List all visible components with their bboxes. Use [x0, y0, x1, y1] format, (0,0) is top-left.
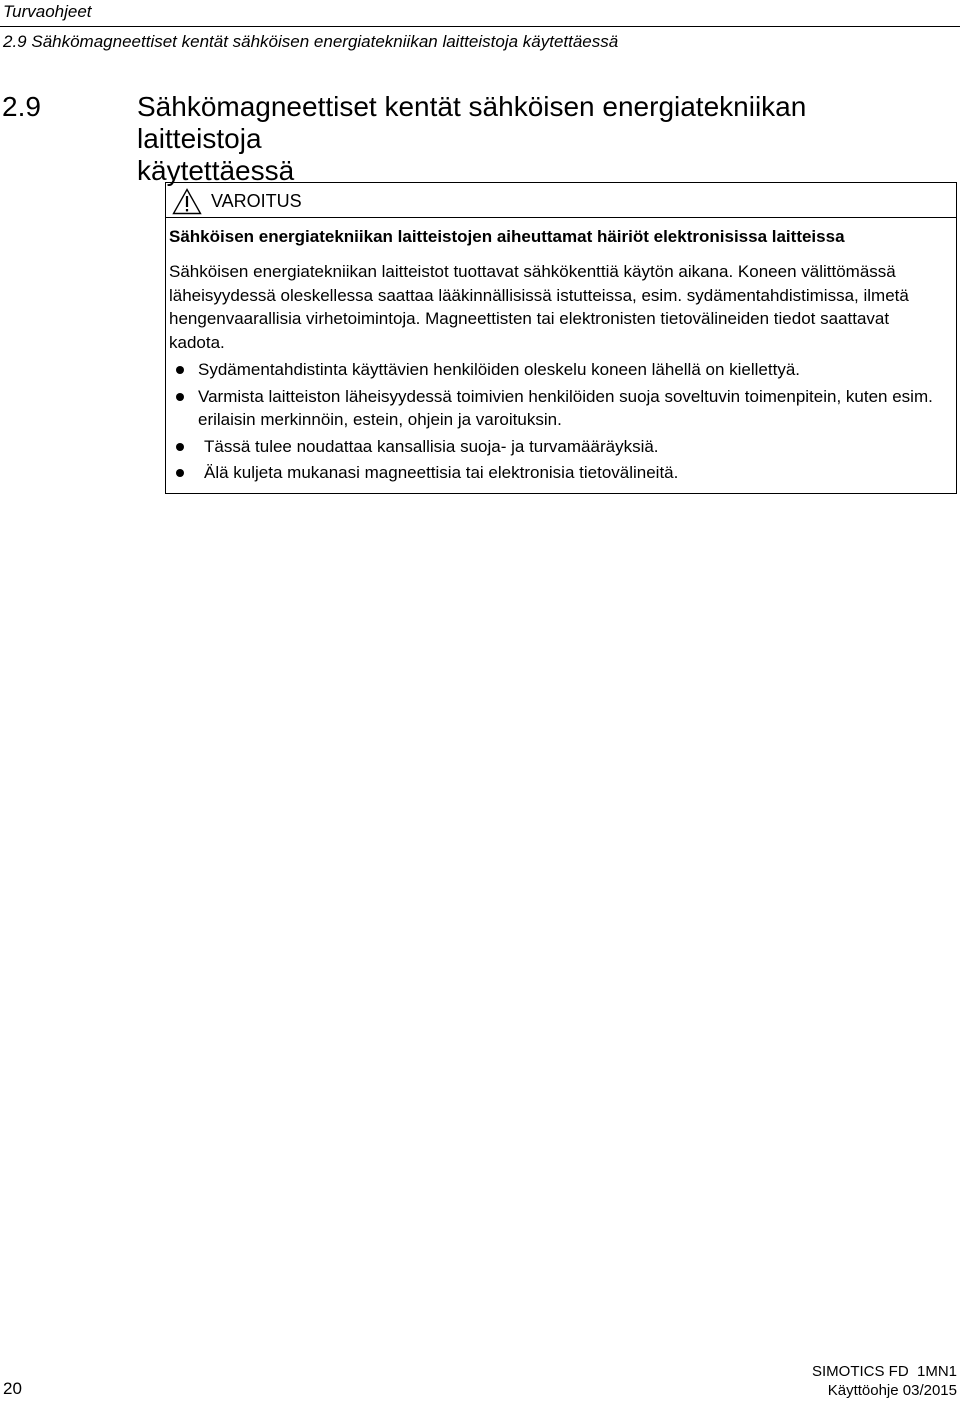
list-item-text: Älä kuljeta mukanasi magneettisia tai elektronisia tietovälineitä.: [204, 463, 679, 482]
running-header-section: 2.9 Sähkömagneettiset kentät sähköisen energiatekniikan laitteistoja käytettäessä: [3, 32, 619, 51]
list-item-text: Varmista laitteiston läheisyydessä toimivien henkilöiden suoja soveltuvin toimenpitein, kuten esim. erilaisin merkinnöin, estein, ohjein ja varoituksin.: [198, 386, 933, 429]
bullet-icon: [176, 393, 184, 401]
footer-product: SIMOTICS FD 1MN1: [811, 1363, 957, 1380]
list-item: [166, 385, 956, 432]
bullet-icon: [176, 443, 184, 451]
list-item-text: Sydämentahdistinta käyttävien henkilöiden oleskelu koneen lähellä on kiellettyä.: [198, 360, 800, 379]
warning-body: Sähköisen energiatekniikan laitteistot tuottavat sähkökenttiä käytön aikana. Koneen välittömässä läheisyydessä oleskellessa saattaa lääkinnällisissä istutteissa, esim. sydämentahdistimissa, ilmetä hengenvaarallisia virhetoimintoja. Magneettisten tai elektronisten tietovälineiden tiedot saattavat kadota.: [169, 262, 909, 352]
warning-box: [165, 182, 957, 494]
warning-measures-list: [166, 358, 956, 488]
footer-document: Käyttöohje 03/2015: [827, 1382, 957, 1399]
bullet-icon: [176, 469, 184, 477]
warning-header: [166, 183, 956, 218]
bullet-icon: [176, 366, 184, 374]
section-title-line-2: käytettäessä: [137, 155, 295, 186]
header-divider: [0, 26, 960, 27]
running-header-chapter: Turvaohjeet: [3, 2, 92, 21]
warning-subtitle: Sähköisen energiatekniikan laitteistojen aiheuttamat häiriöt elektronisissa laitteissa: [169, 227, 845, 246]
warning-triangle-icon: [172, 188, 202, 215]
page-number: 20: [3, 1379, 22, 1398]
section-title: [137, 91, 937, 187]
list-item: [166, 435, 956, 459]
section-number: 2.9: [2, 91, 41, 122]
section-title-line-1: Sähkömagneettiset kentät sähköisen energiatekniikan laitteistoja: [137, 91, 807, 154]
warning-label: VAROITUS: [211, 191, 302, 211]
list-item: [166, 461, 956, 485]
list-item: [166, 358, 956, 382]
list-item-text: Tässä tulee noudattaa kansallisia suoja- ja turvamääräyksiä.: [204, 436, 659, 456]
